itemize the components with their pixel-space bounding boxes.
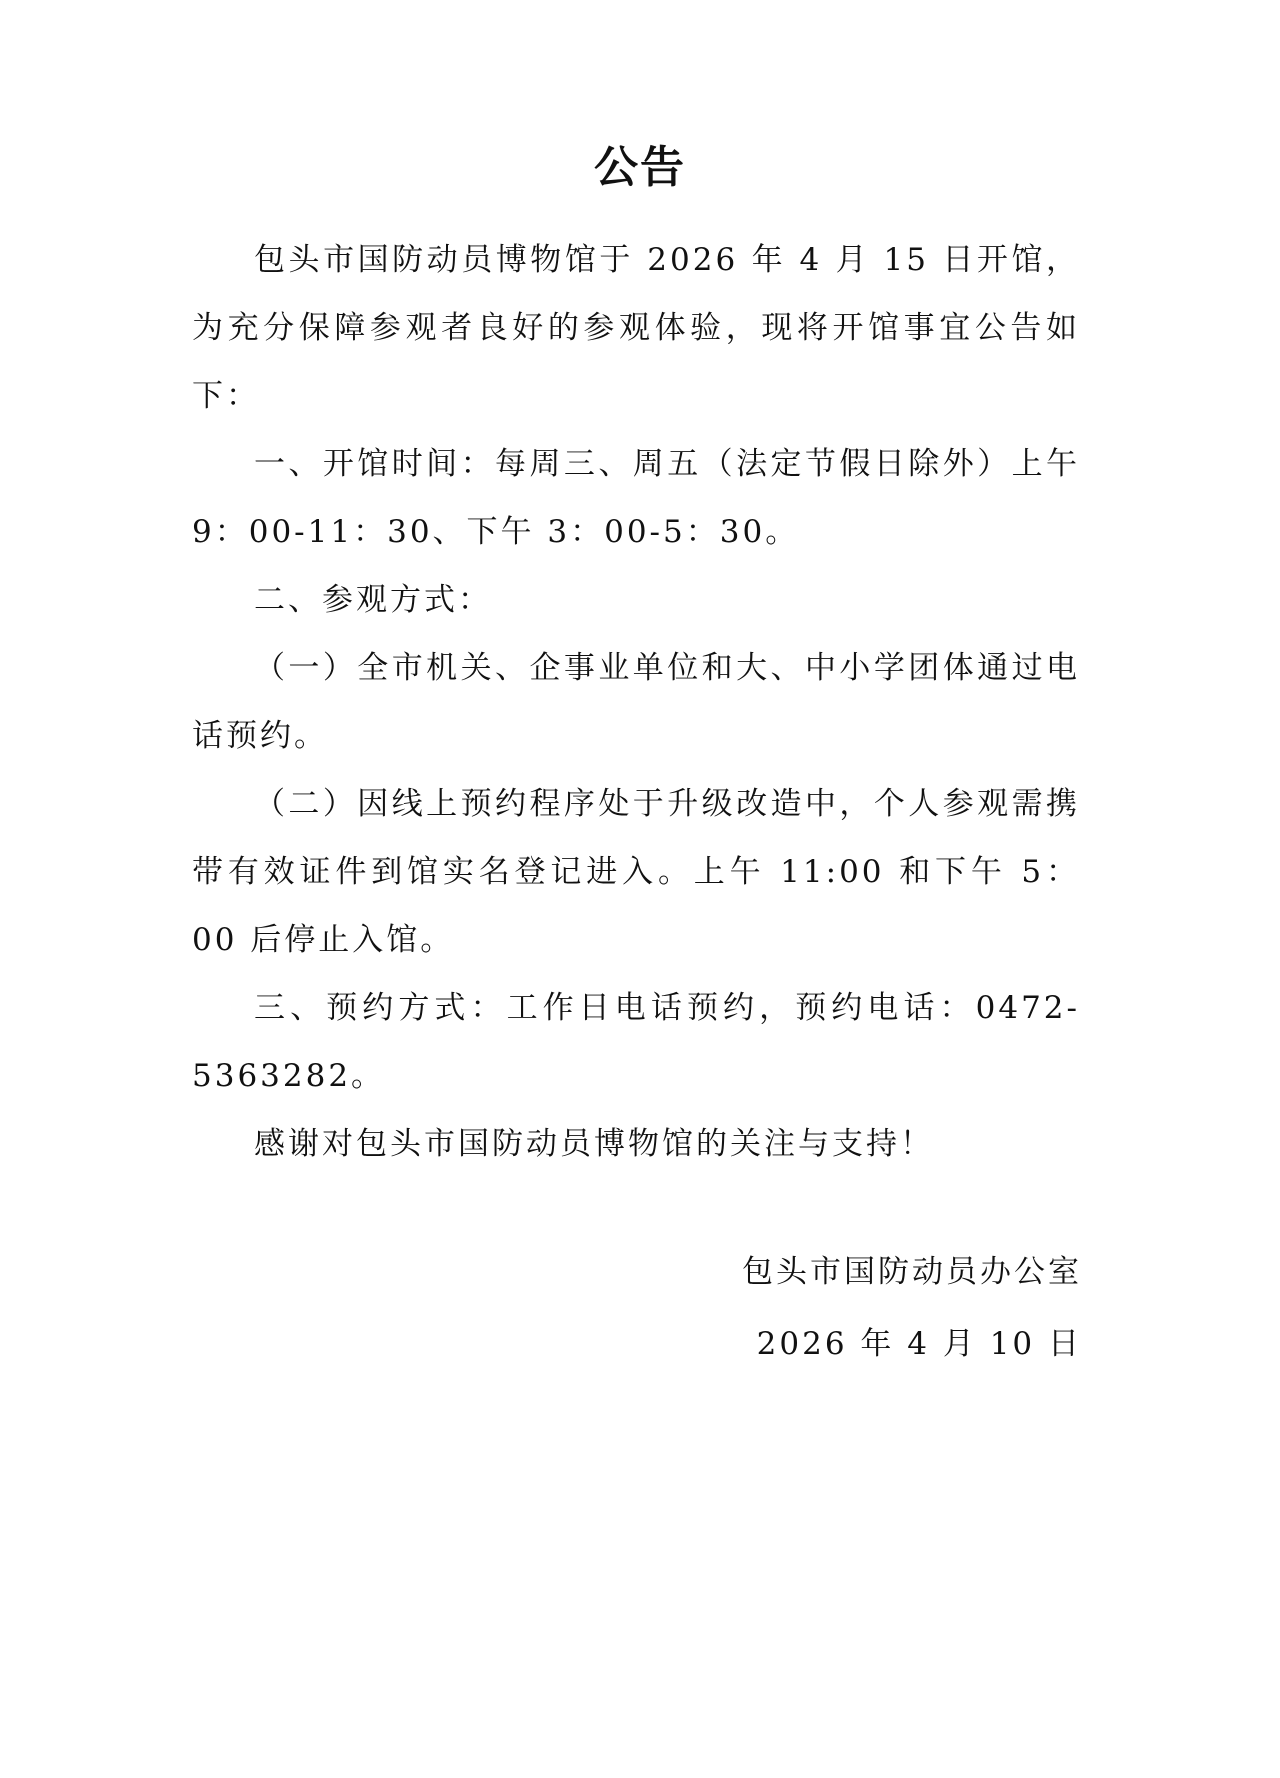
individual-visit-paragraph: （二）因线上预约程序处于升级改造中，个人参观需携带有效证件到馆实名登记进入。上午 11:00 和下午 5：00 后停止入馆。	[192, 786, 1080, 958]
notice-title: 公告	[594, 142, 686, 193]
signature-block	[742, 1236, 1082, 1380]
thanks-paragraph: 感谢对包头市国防动员博物馆的关注与支持！	[254, 1126, 934, 1162]
visit-method-heading: 二、参观方式：	[254, 582, 492, 618]
reservation-paragraph: 三、预约方式：工作日电话预约，预约电话：0472-5363282。	[192, 990, 1080, 1094]
group-visit-paragraph: （一）全市机关、企事业单位和大、中小学团体通过电话预约。	[192, 650, 1080, 754]
intro-paragraph: 包头市国防动员博物馆于 2026 年 4 月 15 日开馆，为充分保障参观者良好的参观体验，现将开馆事宜公告如下：	[192, 242, 1080, 414]
notice-body	[192, 226, 1080, 1178]
issue-date: 2026 年 4 月 10 日	[756, 1326, 1082, 1362]
issuer-name: 包头市国防动员办公室	[742, 1254, 1082, 1290]
opening-hours-paragraph: 一、开馆时间：每周三、周五（法定节假日除外）上午 9：00-11：30、下午 3：00-5：30。	[192, 446, 1080, 550]
